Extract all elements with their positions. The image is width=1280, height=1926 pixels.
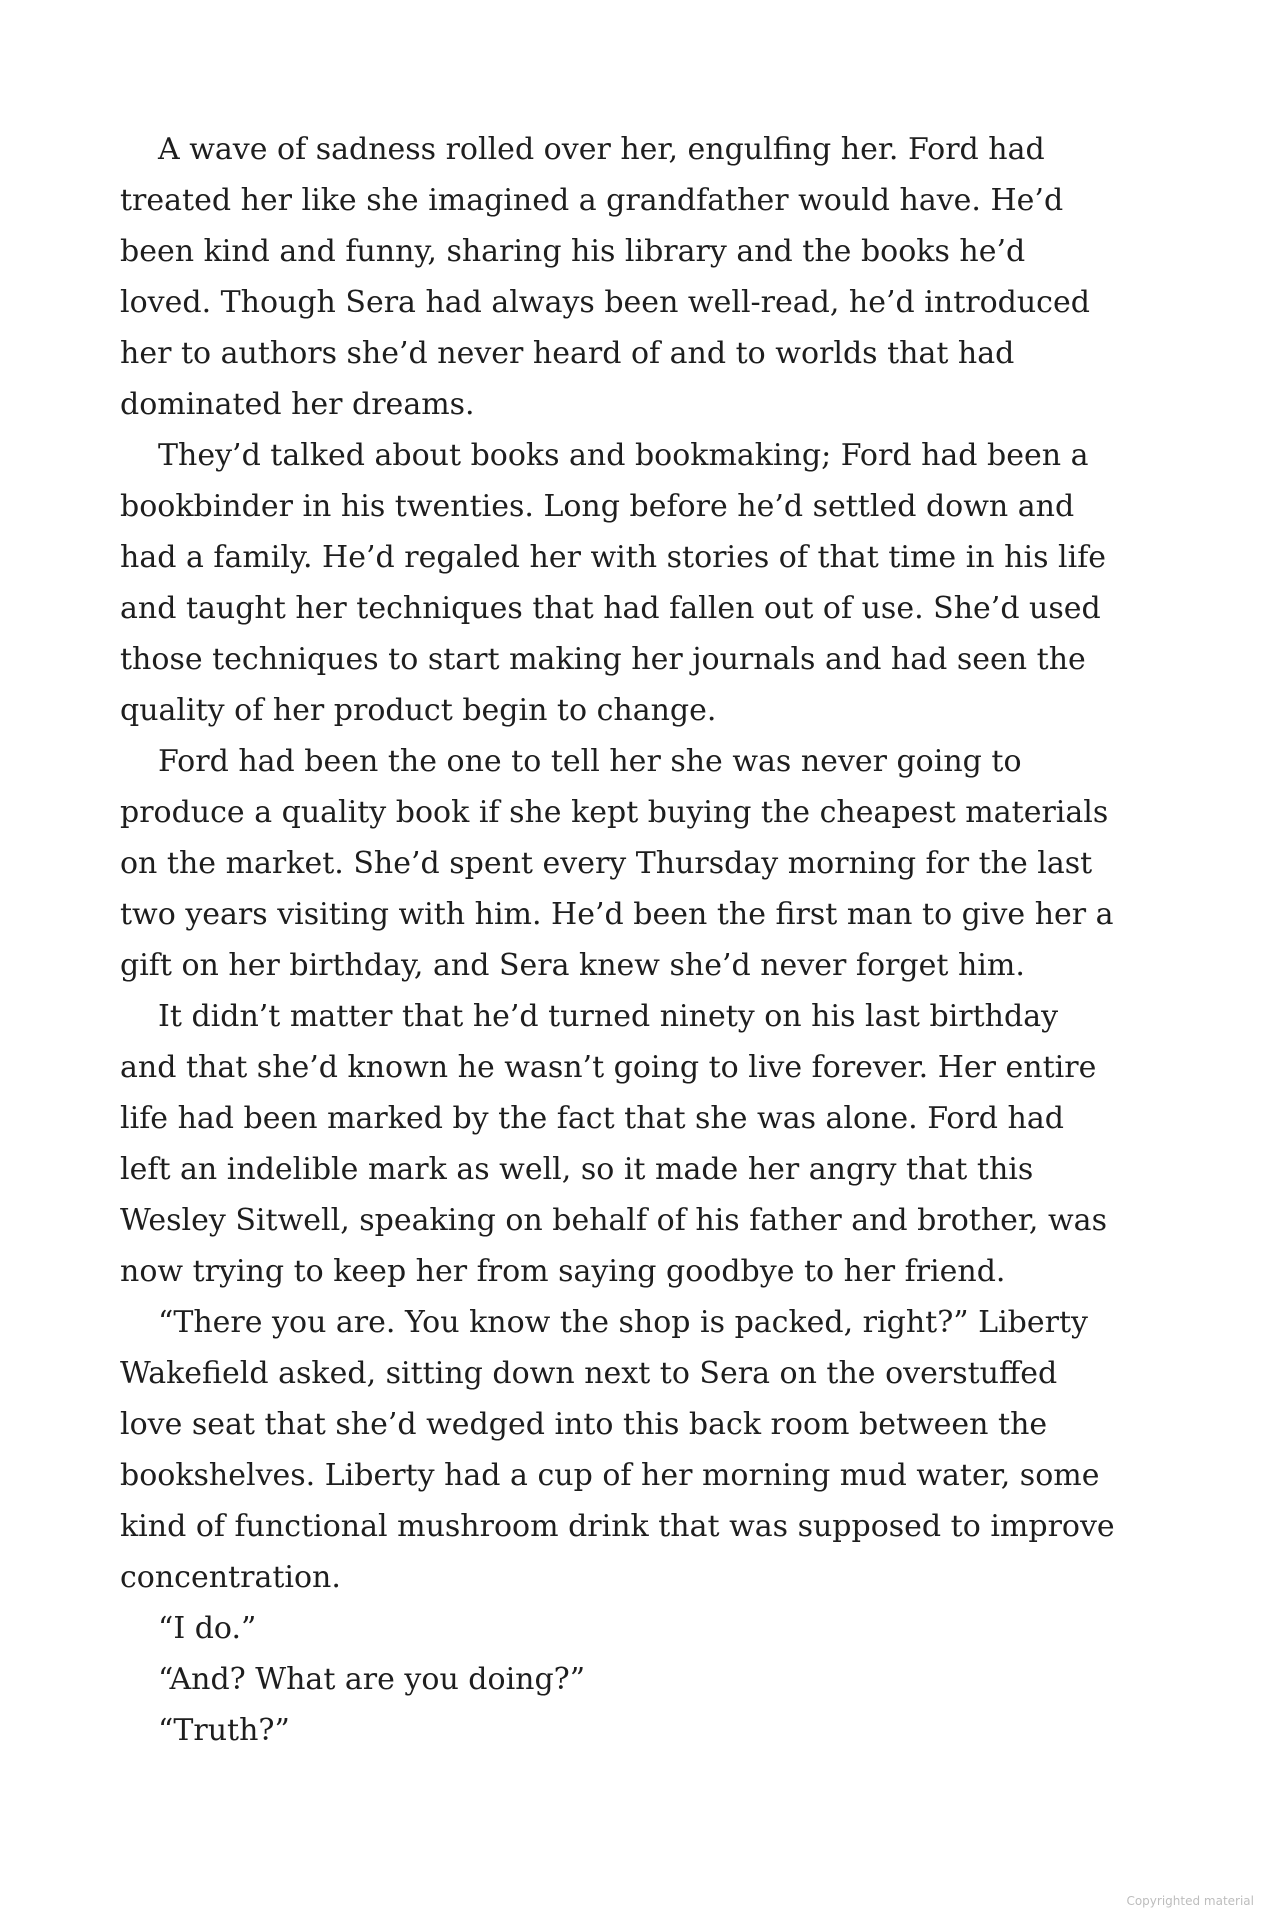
paragraph: Ford had been the one to tell her she was never going to produce a quality book if she kept buying the cheapest materials on the market. She’d spent every Thursday morning for the last two years visiting with him. He’d been the first man to give her a gift on her birthday, and Sera knew she’d never forget him.	[120, 744, 1114, 983]
dialogue-line: “And? What are you doing?”	[158, 1662, 586, 1697]
paragraph: It didn’t matter that he’d turned ninety on his last birthday and that she’d known he wasn’t going to live forever. Her entire life had been marked by the fact that she was alone. Ford had left an indelible mark as well, so it made her angry that this Wesley Sitwell, speaking on behalf of his father and brother, was now trying to keep her from saying goodbye to her friend.	[120, 999, 1107, 1289]
paragraph: They’d talked about books and bookmaking; Ford had been a bookbinder in his twenties. Long before he’d settled down and had a family. He’d regaled her with stories of that time in his life and taught her techniques that had fallen out of use. She’d used those techniques to start making her journals and had seen the quality of her product begin to change.	[120, 438, 1107, 728]
paragraph: “There you are. You know the shop is packed, right?” Liberty Wakefield asked, sitting down next to Sera on the overstuffed love seat that she’d wedged into this back room between the bookshelves. Liberty had a cup of her morning mud water, some kind of functional mushroom drink that was supposed to improve concentration.	[120, 1305, 1115, 1595]
body-text	[120, 124, 1180, 1756]
copyright-watermark: Copyrighted material	[1126, 1894, 1254, 1908]
paragraph: A wave of sadness rolled over her, engulfing her. Ford had treated her like she imagined a grandfather would have. He’d been kind and funny, sharing his library and the books he’d loved. Though Sera had always been well-read, he’d introduced her to authors she’d never heard of and to worlds that had dominated her dreams.	[120, 132, 1090, 422]
dialogue-line: “Truth?”	[158, 1713, 290, 1748]
dialogue-line: “I do.”	[158, 1611, 257, 1646]
